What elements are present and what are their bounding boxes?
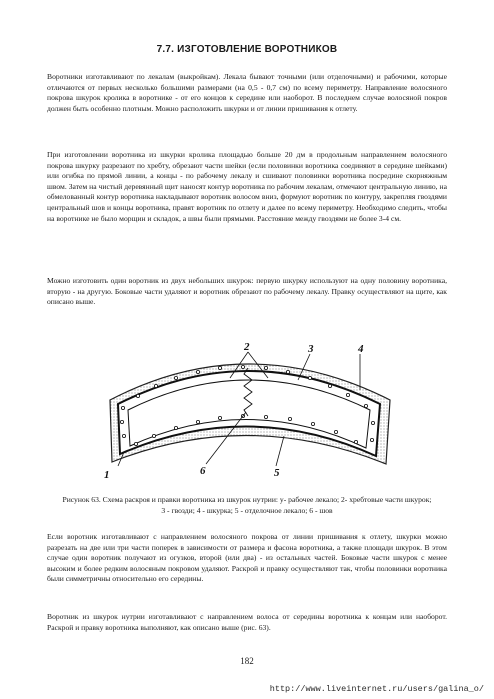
watermark-url[interactable]: http://www.liveinternet.ru/users/galina_o/ <box>269 684 484 694</box>
page-number: 182 <box>240 656 254 666</box>
label-4: 4 <box>358 343 364 355</box>
paragraph-1: Воротники изготавливают по лекалам (выкройкам). Лекала бывают точными (или отделочными) и рабочими, которые отличаются от первых несколько большими размерами (на 0,5 - 0,7 см) по всему периметру. Направление волосяного покрова шкурок кролика в воротнике - от его концов к середине или наоборот. В последнем случае волосяной покров должен быть особенно плотным. Можно расположить шкурки и от линии пришивания к отлету. <box>47 72 447 113</box>
section-title: 7.7. ИЗГОТОВЛЕНИЕ ВОРОТНИКОВ <box>156 44 338 55</box>
paragraph-3: Можно изготовить один воротник из двух небольших шкурок: первую шкурку используют на одну половину воротника, вторую - на другую. Боковые части удаляют и воротник обрезают по рабочему лекалу. Правку осуществляют на щите, как описано выше. <box>47 276 447 307</box>
label-2: 2 <box>244 341 250 353</box>
label-1: 1 <box>104 469 110 481</box>
paragraph-5: Воротник из шкурок нутрии изготавливают с направлением волоса от середины воротника к концам или наоборот. Раскрой и правку воротника выполняют, как описано выше (рис. 63). <box>47 612 447 632</box>
paragraph-4: Если воротник изготавливают с направлением волосяного покрова от линии пришивания к отлету, шкурки можно разрезать на две или три части поперек в зависимости от размера и фасона воротника, а также площади шкурок. В этом случае один воротник получают из огузков, второй (или два) - из остальных частей. Боковые части шкурок с менее высоким и более редким волосяным покровом удаляют. Раскрой и правку осуществляют так, чтобы половинки воротника были симметричны относительно его середины. <box>47 532 447 584</box>
label-6: 6 <box>200 465 206 477</box>
label-3: 3 <box>308 343 314 355</box>
paragraph-2: При изготовлении воротника из шкурки кролика площадью больше 20 дм в продольным направлением волосяного покрова шкурку разрезают по хребту, обрезают части шейки (если половинки воротника соединяют в середине шейками) или огибка по прямой линии, а концы - по рабочему лекалу и сшивают половинки воротника посредине скорняжным швом. Затем на чистый деревянный щит наносят контур воротника по рабочим лекалам, отмечают центральную линию, на обмелованный контур воротника накладывают воротник волосом вниз, формуют воротник по контуру, закрепляя гвоздями центральный шов и концы воротника, правят воротник по отлету и далее по всему периметру. Необходимо следить, чтобы на воротнике не было морщин и складок, а швы были прямыми. Расстояние между гвоздями не более 3-4 см. <box>47 150 447 223</box>
collar-cutting-diagram <box>98 338 398 488</box>
label-5: 5 <box>274 467 280 479</box>
figure-caption: Рисунок 63. Схема раскроя и правки воротника из шкурок нутрии: у- рабочее лекало; 2- хребтовые части шкурок; 3 - гвозди; 4 - шкурка; 5 - отделочное лекало; 6 - шов <box>62 495 432 515</box>
